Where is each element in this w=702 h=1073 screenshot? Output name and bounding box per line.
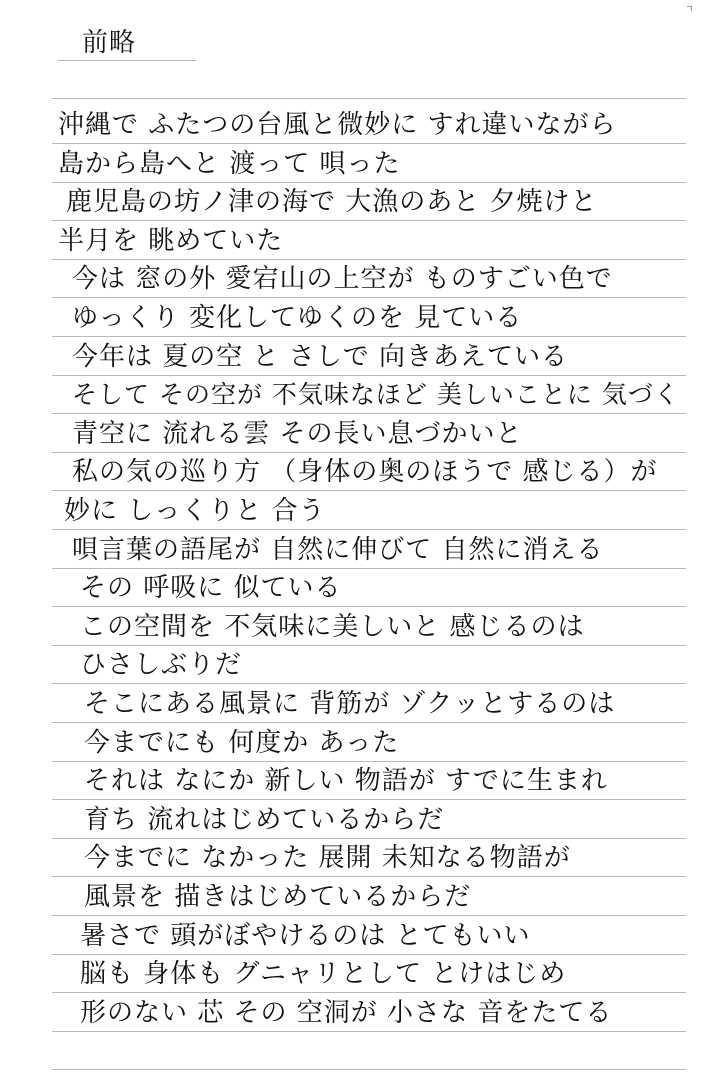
ruled-line bbox=[52, 1069, 686, 1070]
ruled-line bbox=[52, 259, 686, 260]
handwritten-line: そして その空が 不気味なほど 美しいことに 気づく bbox=[72, 380, 680, 409]
handwritten-line: 青空に 流れる雲 その長い息づかいと bbox=[72, 419, 523, 449]
handwritten-line: 半月を 眺めていた bbox=[58, 226, 284, 256]
ruled-line bbox=[52, 375, 686, 376]
handwritten-line: 育ち 流れはじめているからだ bbox=[84, 805, 445, 835]
handwritten-line: ゆっくり 変化してゆくのを 見ている bbox=[72, 303, 523, 333]
ruled-line bbox=[52, 838, 686, 839]
ruled-line bbox=[52, 220, 686, 221]
ruled-line bbox=[52, 915, 686, 916]
handwritten-line: 形のない 芯 その 空洞が 小さな 音をたてる bbox=[80, 998, 613, 1028]
ruled-line bbox=[52, 143, 686, 144]
handwritten-line: 私の気の巡り方 （身体の奥のほうで 感じる）が bbox=[72, 457, 658, 487]
ruled-line bbox=[52, 683, 686, 684]
ruled-line bbox=[52, 413, 686, 414]
handwritten-line: 今は 窓の外 愛宕山の上空が ものすごい色で bbox=[72, 264, 613, 294]
handwritten-line: 暑さで 頭がぼやけるのは とてもいい bbox=[80, 921, 531, 951]
handwritten-line: 今までに なかった 展開 未知なる物語が bbox=[84, 843, 571, 873]
ruled-line bbox=[52, 297, 686, 298]
handwritten-line: 島から島へと 渡って 唄った bbox=[58, 149, 401, 179]
ruled-line bbox=[52, 568, 686, 569]
handwritten-line: 鹿児島の坊ノ津の海で 大漁のあと 夕焼けと bbox=[66, 187, 598, 217]
handwritten-line: 風景を 描きはじめているからだ bbox=[84, 882, 472, 912]
ruled-line bbox=[52, 1031, 686, 1032]
corner-mark bbox=[687, 6, 692, 11]
handwritten-line: そこにある風景に 背筋が ゾクッとするのは bbox=[84, 689, 616, 719]
handwritten-line: 脳も 身体も グニャリとして とけはじめ bbox=[80, 959, 567, 989]
ruled-line bbox=[52, 761, 686, 762]
handwritten-line: その 呼吸に 似ている bbox=[80, 573, 342, 603]
ruled-line bbox=[52, 722, 686, 723]
ruled-line bbox=[52, 336, 686, 337]
ruled-line bbox=[52, 992, 686, 993]
ruled-line-top bbox=[52, 98, 686, 99]
handwritten-line: この空間を 不気味に美しいと 感じるのは bbox=[80, 612, 585, 642]
ruled-line bbox=[52, 452, 686, 453]
handwritten-line: ひさしぶりだ bbox=[80, 650, 243, 680]
page-title: 前略 bbox=[82, 28, 137, 58]
ruled-line bbox=[52, 182, 686, 183]
ruled-line bbox=[52, 645, 686, 646]
ruled-line bbox=[52, 529, 686, 530]
ruled-line bbox=[52, 876, 686, 877]
handwritten-line: 妙に しっくりと 合う bbox=[64, 496, 326, 526]
handwritten-line: 唄言葉の語尾が 自然に伸びて 自然に消える bbox=[72, 535, 604, 565]
title-underline bbox=[58, 60, 196, 61]
ruled-line bbox=[52, 799, 686, 800]
ruled-line bbox=[52, 490, 686, 491]
handwritten-line: 今年は 夏の空 と さしで 向きあえている bbox=[72, 342, 569, 372]
ruled-line bbox=[52, 954, 686, 955]
handwritten-line: それは なにか 新しい 物語が すでに生まれ bbox=[84, 766, 608, 796]
ruled-line bbox=[52, 606, 686, 607]
handwritten-line: 沖縄で ふたつの台風と微妙に すれ違いながら bbox=[58, 110, 617, 140]
handwritten-line: 今までにも 何度か あった bbox=[84, 728, 400, 758]
